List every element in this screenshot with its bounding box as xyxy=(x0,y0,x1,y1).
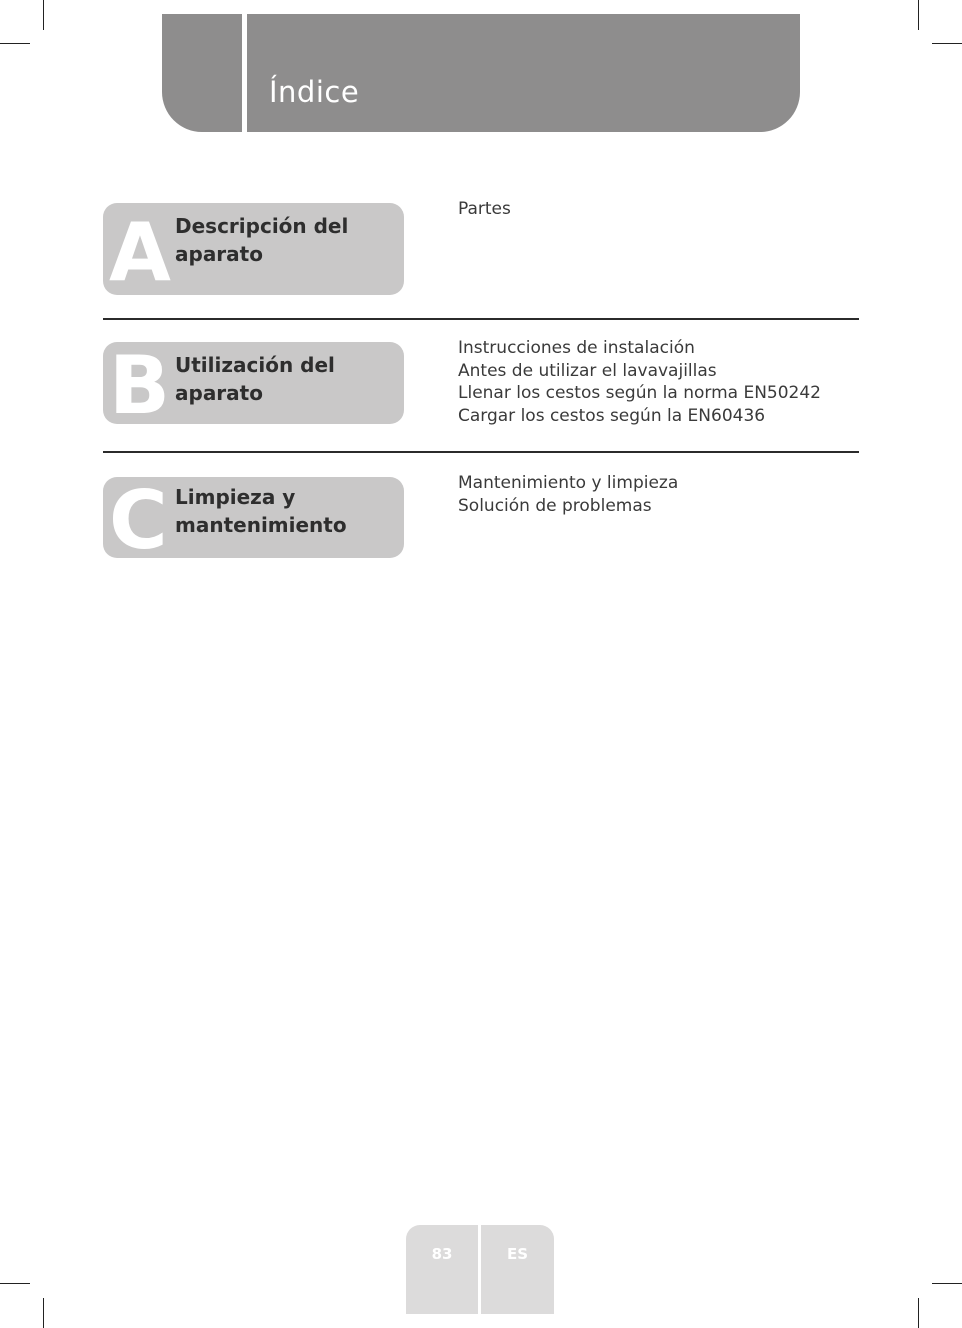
section-b-divider xyxy=(103,451,859,453)
header-divider xyxy=(242,14,247,132)
crop-mark-bottom-left-vertical xyxy=(43,1298,44,1328)
section-c-box[interactable] xyxy=(103,477,404,558)
section-a-title: Descripción del aparato xyxy=(175,214,349,266)
section-b-box[interactable] xyxy=(103,342,404,424)
language-code: ES xyxy=(506,1245,529,1263)
header-tab xyxy=(162,14,800,132)
list-item[interactable]: Llenar los cestos según la norma EN50242 xyxy=(458,383,822,404)
crop-mark-top-right-horizontal xyxy=(932,43,962,44)
list-item[interactable]: Solución de problemas xyxy=(458,495,652,516)
section-b-letter: B xyxy=(109,342,170,424)
section-c-items xyxy=(458,472,678,517)
section-c-title: Limpieza y mantenimiento xyxy=(175,485,347,537)
crop-mark-top-left-vertical xyxy=(43,0,44,30)
crop-mark-bottom-right-vertical xyxy=(918,1298,919,1328)
crop-mark-bottom-right-horizontal xyxy=(932,1283,962,1284)
page-title: Índice xyxy=(269,75,360,109)
section-a-box[interactable] xyxy=(103,203,404,295)
crop-mark-top-right-vertical xyxy=(918,0,919,30)
section-c-letter: C xyxy=(109,477,168,558)
section-a-letter: A xyxy=(109,206,171,295)
list-item[interactable]: Cargar los cestos según la EN60436 xyxy=(458,406,766,427)
footer-language-tab xyxy=(481,1225,554,1314)
crop-mark-bottom-left-horizontal xyxy=(0,1283,30,1284)
list-item[interactable]: Instrucciones de instalación xyxy=(458,338,695,358)
section-a xyxy=(103,199,859,319)
section-a-divider xyxy=(103,318,859,320)
section-b-title: Utilización del aparato xyxy=(175,353,335,405)
footer-page-tab xyxy=(406,1225,478,1314)
list-item[interactable]: Partes xyxy=(458,199,511,219)
page-number: 83 xyxy=(431,1245,453,1263)
section-b-items xyxy=(458,337,821,428)
list-item[interactable]: Mantenimiento y limpieza xyxy=(458,473,679,493)
list-item[interactable]: Antes de utilizar el lavavajillas xyxy=(458,360,717,381)
section-c xyxy=(103,473,859,559)
crop-mark-top-left-horizontal xyxy=(0,43,30,44)
section-a-items xyxy=(458,198,511,221)
section-b xyxy=(103,338,859,453)
